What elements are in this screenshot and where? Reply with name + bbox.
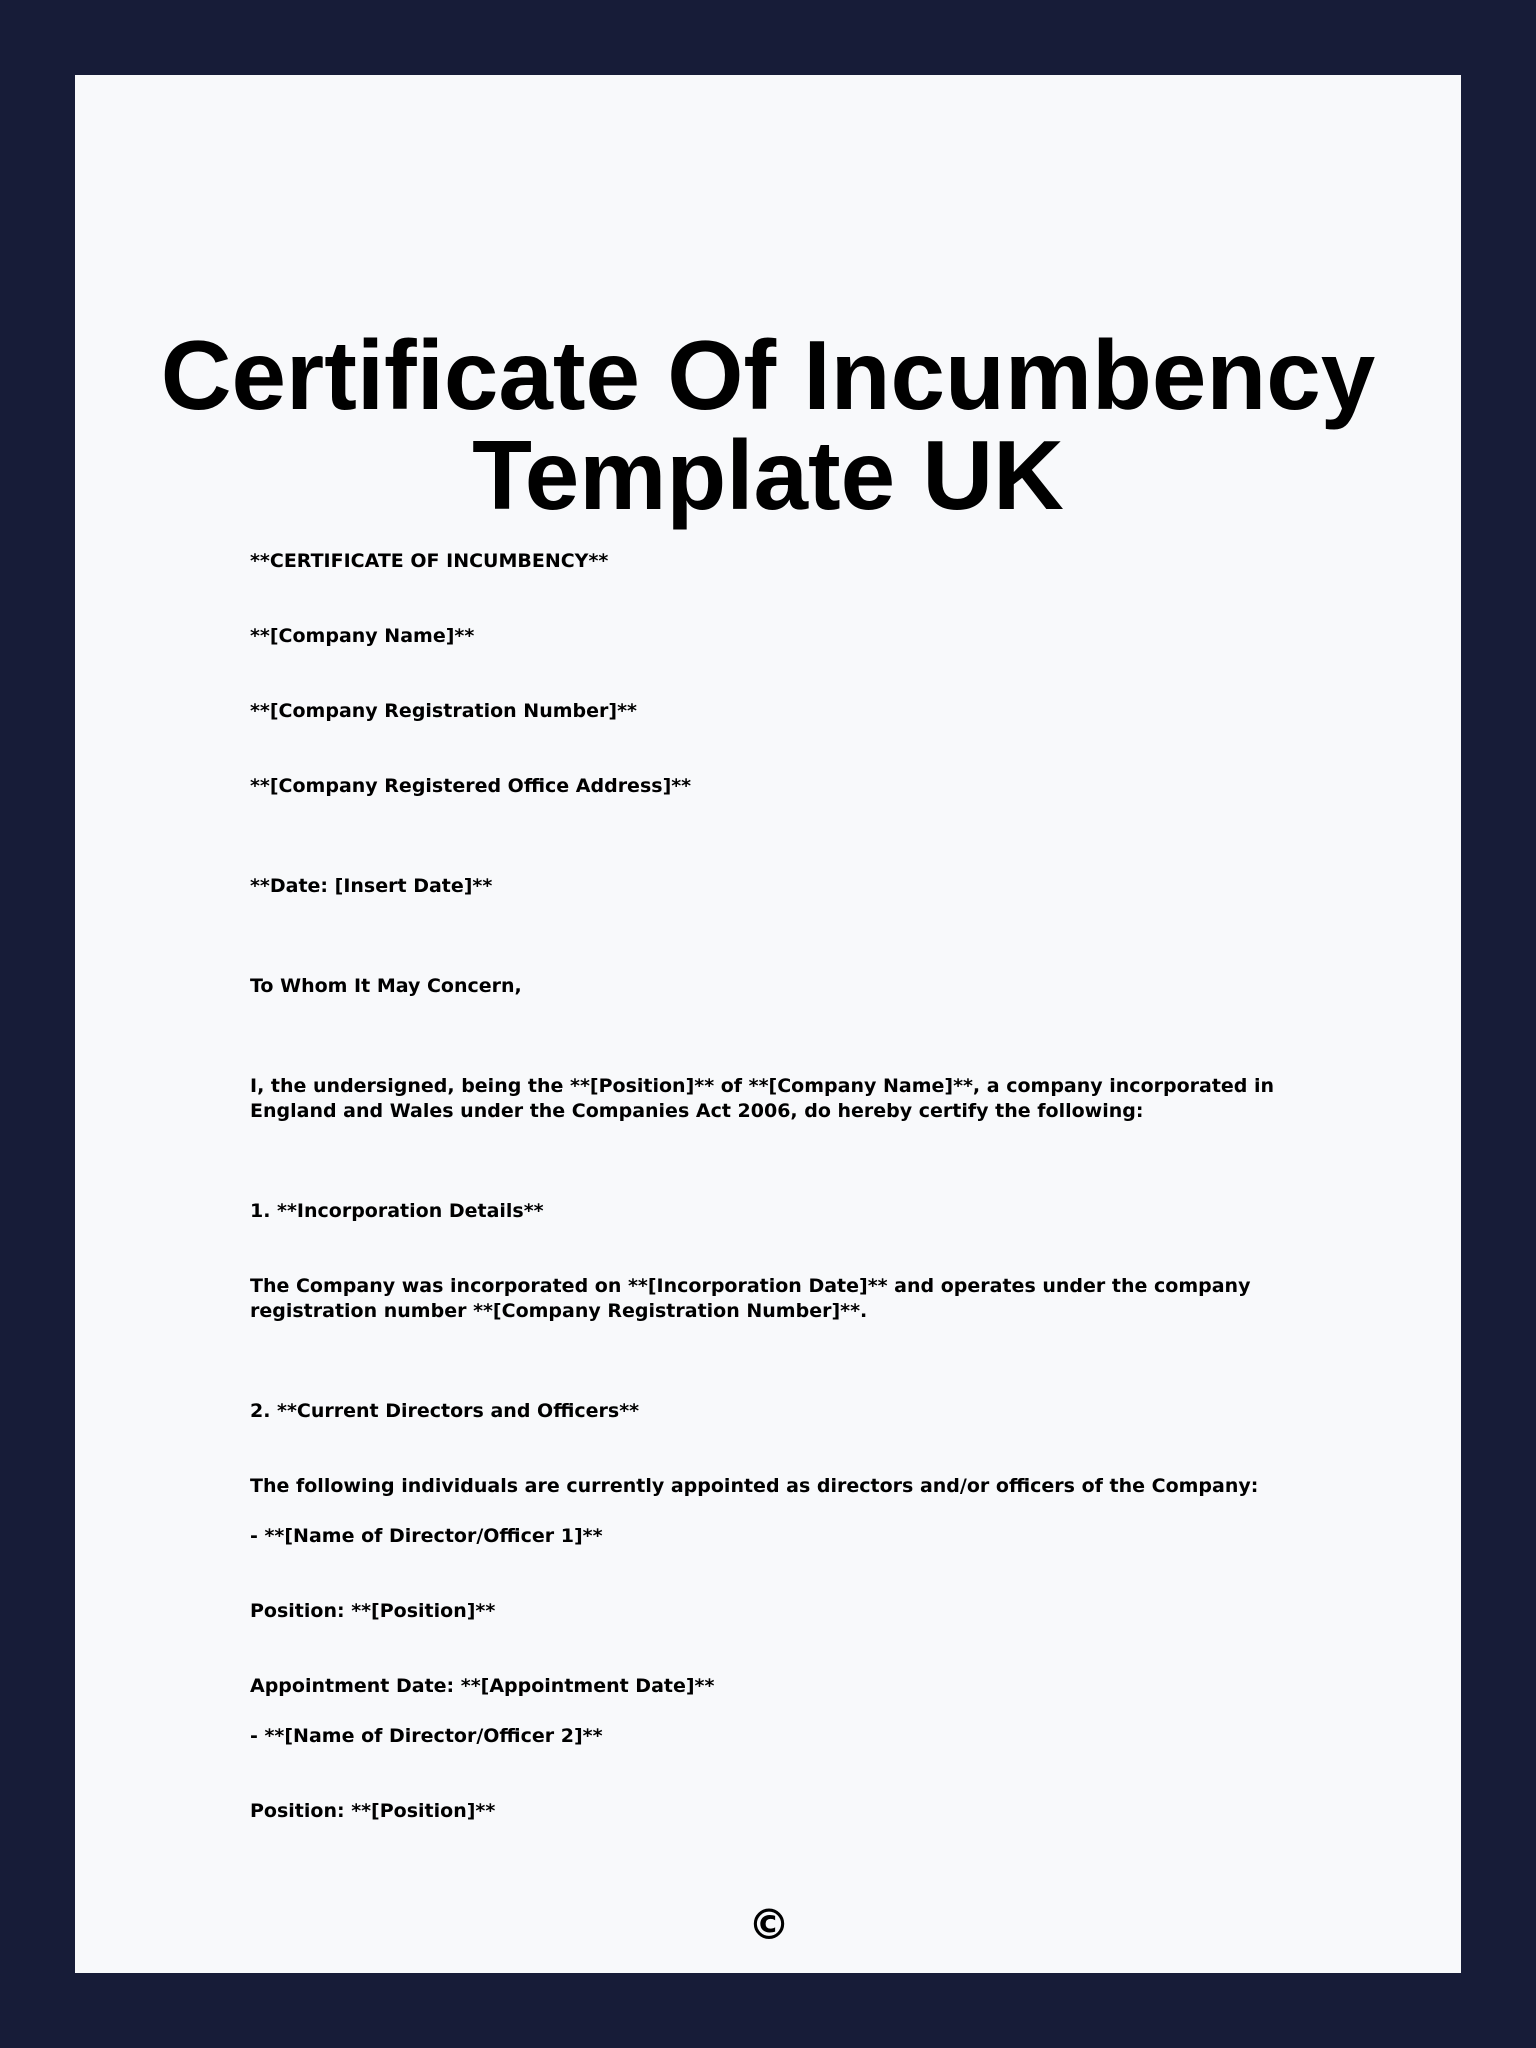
director-2-position: Position: **[Position]** [250,1800,496,1822]
intro-paragraph: I, the undersigned, being the **[Position]** of **[Company Name]**, a company incorporated in England and Wales under the Companies Act 2006, do hereby certify the following: [250,1075,1275,1122]
section-2-heading: 2. **Current Directors and Officers** [250,1400,640,1422]
director-1-position: Position: **[Position]** [250,1600,496,1622]
page-title-line-2: Template UK [472,420,1064,530]
certificate-heading: **CERTIFICATE OF INCUMBENCY** [250,550,609,572]
page-title-line-1: Certificate Of Incumbency [160,320,1376,430]
document-page [75,75,1461,1973]
company-registered-address: **[Company Registered Office Address]** [250,775,692,797]
copyright-icon: © [748,1900,790,1949]
director-1-name: - **[Name of Director/Officer 1]** [250,1525,603,1547]
document-date: **Date: [Insert Date]** [250,875,493,897]
company-registration-number: **[Company Registration Number]** [250,700,637,722]
director-1-appointment-date: Appointment Date: **[Appointment Date]** [250,1675,715,1697]
director-2-name: - **[Name of Director/Officer 2]** [250,1725,603,1747]
section-1-body: The Company was incorporated on **[Incorporation Date]** and operates under the company registration number **[Company Registration Number]**. [250,1275,1251,1322]
company-name: **[Company Name]** [250,625,475,647]
salutation: To Whom It May Concern, [250,975,522,997]
section-2-body: The following individuals are currently appointed as directors and/or officers of the Company: [250,1475,1259,1497]
page-title [75,320,1461,530]
section-1-heading: 1. **Incorporation Details** [250,1200,544,1222]
